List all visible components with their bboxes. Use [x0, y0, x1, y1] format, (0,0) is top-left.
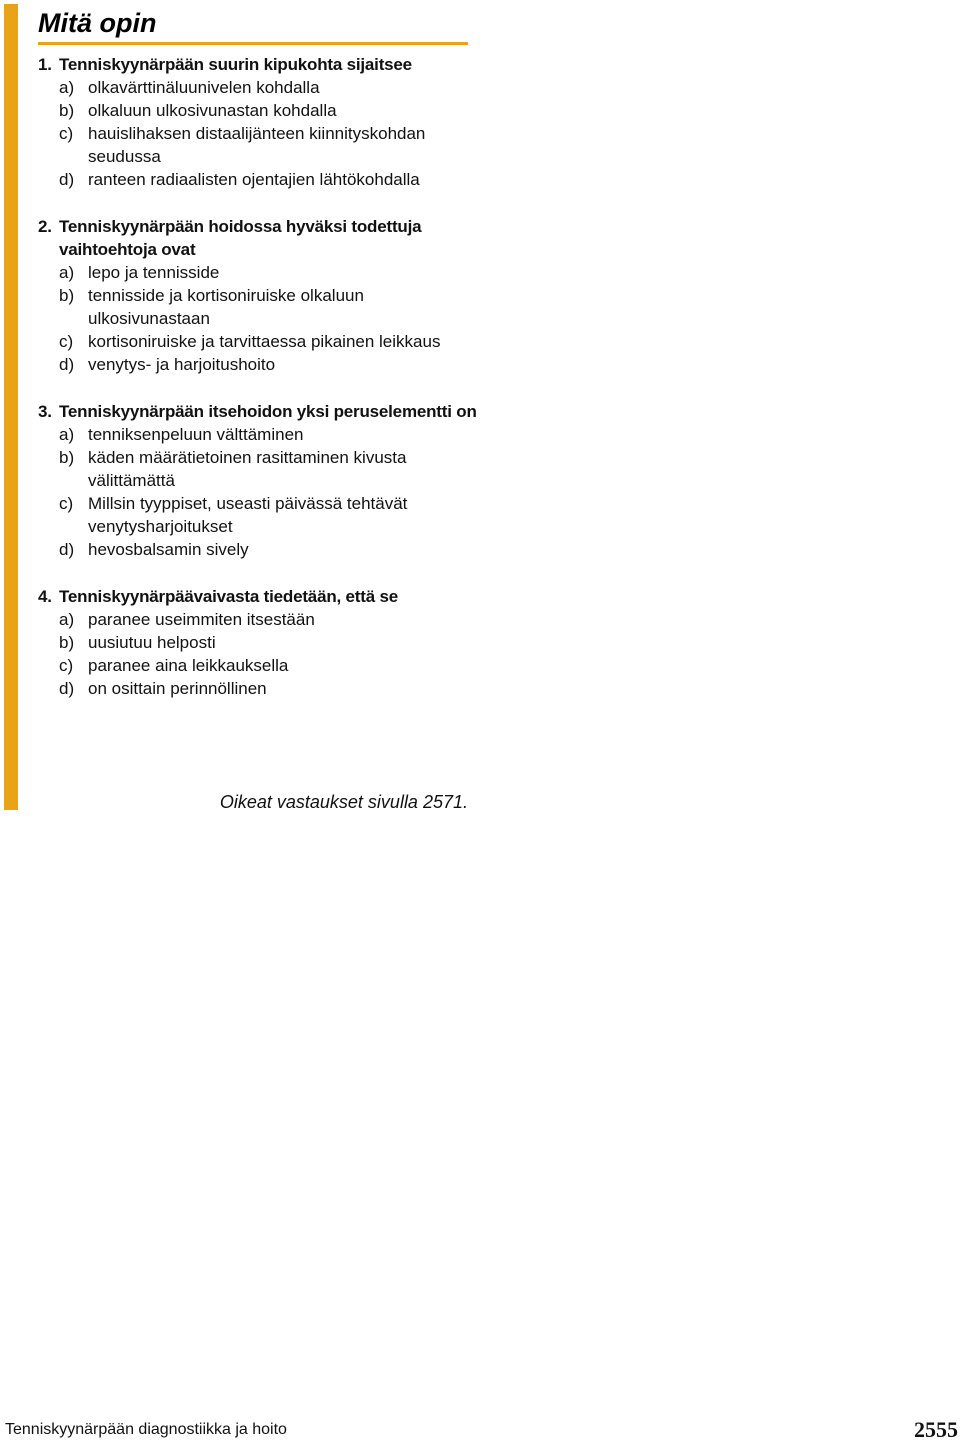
option-text: olkavärttinäluunivelen kohdalla	[88, 78, 320, 97]
option-text: paranee useimmiten itsestään	[88, 610, 315, 629]
question-text: Tenniskyynärpään itsehoidon yksi peruselementti on	[59, 402, 477, 421]
question-heading	[38, 53, 478, 76]
question-1	[38, 53, 478, 191]
question-text: Tenniskyynärpään hoidossa hyväksi todettuja vaihtoehtoja ovat	[59, 217, 422, 259]
option-letter: c)	[59, 332, 74, 351]
question-number: 1.	[38, 55, 52, 74]
sidebar-accent-bar	[4, 4, 18, 810]
answer-option	[38, 353, 478, 376]
answer-option	[38, 76, 478, 99]
page-number: 2555	[914, 1417, 958, 1442]
answer-option	[38, 677, 478, 700]
question-text: Tenniskyynärpään suurin kipukohta sijaitsee	[59, 55, 412, 74]
option-text: hauislihaksen distaalijänteen kiinnityskohdan seudussa	[88, 124, 426, 166]
question-number: 4.	[38, 587, 52, 606]
option-letter: b)	[59, 286, 75, 305]
option-text: uusiutuu helposti	[88, 633, 216, 652]
answer-option	[38, 284, 478, 330]
answer-option	[38, 261, 478, 284]
option-text: kortisoniruiske ja tarvittaessa pikainen leikkaus	[88, 332, 441, 351]
option-letter: d)	[59, 540, 75, 559]
question-3	[38, 400, 478, 561]
question-number: 2.	[38, 217, 52, 236]
option-letter: c)	[59, 494, 74, 513]
option-text: on osittain perinnöllinen	[88, 679, 267, 698]
footer-article-title: Tenniskyynärpään diagnostiikka ja hoito	[5, 1421, 287, 1438]
page-title: Mitä opin	[38, 8, 157, 38]
option-text: venytys- ja harjoitushoito	[88, 355, 276, 374]
option-letter: a)	[59, 610, 75, 629]
option-letter: d)	[59, 355, 75, 374]
answer-option	[38, 423, 478, 446]
answer-option	[38, 492, 478, 538]
quiz-section	[38, 53, 478, 724]
option-text: käden määrätietoinen rasittaminen kivusta välittämättä	[88, 448, 407, 490]
question-number: 3.	[38, 402, 52, 421]
option-text: paranee aina leikkauksella	[88, 656, 289, 675]
option-text: tennisside ja kortisoniruiske olkaluun ulkosivunastaan	[88, 286, 364, 328]
option-letter: d)	[59, 679, 75, 698]
option-letter: a)	[59, 78, 75, 97]
option-letter: b)	[59, 633, 75, 652]
title-block	[38, 6, 468, 45]
answer-option	[38, 446, 478, 492]
answer-option	[38, 168, 478, 191]
answer-option	[38, 631, 478, 654]
option-letter: a)	[59, 263, 75, 282]
answers-reference: Oikeat vastaukset sivulla 2571.	[219, 792, 468, 812]
question-heading	[38, 215, 478, 261]
option-letter: b)	[59, 448, 75, 467]
option-text: hevosbalsamin sively	[88, 540, 249, 559]
question-4	[38, 585, 478, 700]
option-text: ranteen radiaalisten ojentajien lähtökohdalla	[88, 170, 420, 189]
answer-option	[38, 99, 478, 122]
question-text: Tenniskyynärpäävaivasta tiedetään, että se	[59, 587, 399, 606]
answer-option	[38, 654, 478, 677]
option-letter: d)	[59, 170, 75, 189]
option-letter: a)	[59, 425, 75, 444]
option-text: tenniksenpeluun välttäminen	[88, 425, 304, 444]
option-letter: c)	[59, 656, 74, 675]
option-letter: b)	[59, 101, 75, 120]
option-text: lepo ja tennisside	[88, 263, 220, 282]
question-2	[38, 215, 478, 376]
option-text: Millsin tyyppiset, useasti päivässä tehtävät venytysharjoitukset	[88, 494, 408, 536]
option-text: olkaluun ulkosivunastan kohdalla	[88, 101, 337, 120]
answer-option	[38, 538, 478, 561]
answer-option	[38, 330, 478, 353]
question-heading	[38, 585, 478, 608]
question-heading	[38, 400, 478, 423]
option-letter: c)	[59, 124, 74, 143]
answer-option	[38, 608, 478, 631]
answer-option	[38, 122, 478, 168]
